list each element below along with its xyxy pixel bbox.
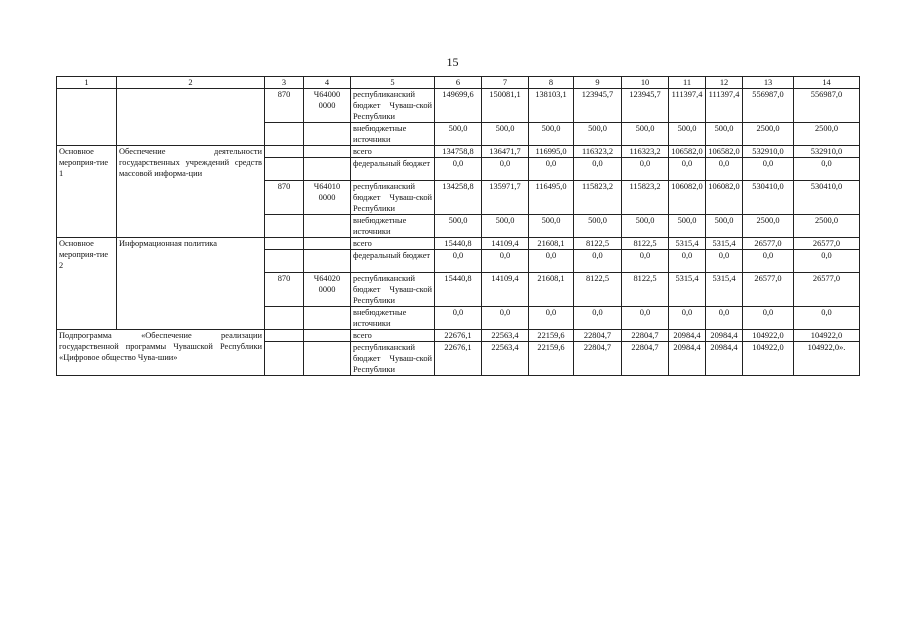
header-cell: 13: [743, 77, 794, 89]
value-cell: 532910,0: [794, 146, 860, 158]
value-cell: 136471,7: [482, 146, 529, 158]
value-cell: 2500,0: [794, 123, 860, 146]
table-row: [57, 330, 860, 342]
value-cell: 532910,0: [743, 146, 794, 158]
value-cell: 0,0: [622, 307, 669, 330]
measure-2-desc: Информационная политика: [117, 238, 265, 330]
value-cell: 500,0: [574, 215, 622, 238]
grbs-cell: 870: [265, 273, 304, 307]
value-cell: 0,0: [435, 158, 482, 181]
grbs-cell: 870: [265, 89, 304, 123]
value-cell: 22563,4: [482, 330, 529, 342]
value-cell: 22676,1: [435, 342, 482, 376]
value-cell: 0,0: [482, 307, 529, 330]
value-cell: 15440,8: [435, 273, 482, 307]
value-cell: 8122,5: [574, 273, 622, 307]
header-row: [57, 77, 860, 89]
value-cell: 106082,0: [669, 181, 706, 215]
measure-1-name: Основное мероприя-тие 1: [57, 146, 117, 238]
value-cell: 111397,4: [669, 89, 706, 123]
csr-cell: [304, 342, 351, 376]
value-cell: 14109,4: [482, 273, 529, 307]
value-cell: 0,0: [794, 250, 860, 273]
subprogram-name: Подпрограмма «Обеспечение реализации государственной программы Чувашской Республики «Цифровое общество Чува-шии»: [57, 330, 265, 376]
value-cell: 500,0: [622, 123, 669, 146]
value-cell: 530410,0: [743, 181, 794, 215]
value-cell: 123945,7: [622, 89, 669, 123]
header-cell: 5: [351, 77, 435, 89]
value-cell: 0,0: [529, 158, 574, 181]
csr-cell: Ч64010 0000: [304, 181, 351, 215]
value-cell: 556987,0: [794, 89, 860, 123]
block-name-cell: [57, 89, 117, 146]
value-cell: 5315,4: [669, 273, 706, 307]
value-cell: 500,0: [435, 123, 482, 146]
value-cell: 22804,7: [574, 330, 622, 342]
value-cell: 500,0: [706, 123, 743, 146]
source-cell: республиканский бюджет Чуваш-ской Республики: [351, 89, 435, 123]
source-cell: федеральный бюджет: [351, 158, 435, 181]
header-cell: 8: [529, 77, 574, 89]
value-cell: 15440,8: [435, 238, 482, 250]
grbs-cell: [265, 158, 304, 181]
value-cell: 104922,0: [794, 330, 860, 342]
grbs-cell: [265, 250, 304, 273]
grbs-cell: [265, 238, 304, 250]
table-row: [57, 146, 860, 158]
value-cell: 0,0: [706, 158, 743, 181]
value-cell: 22159,6: [529, 330, 574, 342]
value-cell: 111397,4: [706, 89, 743, 123]
value-cell: 8122,5: [622, 238, 669, 250]
value-cell: 123945,7: [574, 89, 622, 123]
source-cell: всего: [351, 330, 435, 342]
page-number: 15: [446, 55, 459, 69]
value-cell: 500,0: [669, 215, 706, 238]
source-cell: республиканский бюджет Чуваш-ской Республики: [351, 342, 435, 376]
value-cell: 22159,6: [529, 342, 574, 376]
value-cell: 0,0: [574, 158, 622, 181]
value-cell: 0,0: [574, 250, 622, 273]
value-cell: 138103,1: [529, 89, 574, 123]
value-cell: 500,0: [529, 215, 574, 238]
header-cell: 4: [304, 77, 351, 89]
value-cell: 0,0: [435, 250, 482, 273]
value-cell: 530410,0: [794, 181, 860, 215]
source-cell: республиканский бюджет Чуваш-ской Республики: [351, 273, 435, 307]
header-cell: 6: [435, 77, 482, 89]
value-cell: 22804,7: [622, 342, 669, 376]
value-cell: 104922,0».: [794, 342, 860, 376]
value-cell: 0,0: [529, 250, 574, 273]
value-cell: 134258,8: [435, 181, 482, 215]
value-cell: 20984,4: [706, 330, 743, 342]
budget-table: [56, 76, 860, 376]
value-cell: 104922,0: [743, 342, 794, 376]
value-cell: 2500,0: [794, 215, 860, 238]
header-cell: 2: [117, 77, 265, 89]
value-cell: 116495,0: [529, 181, 574, 215]
value-cell: 21608,1: [529, 273, 574, 307]
value-cell: 116323,2: [574, 146, 622, 158]
header-cell: 9: [574, 77, 622, 89]
value-cell: 0,0: [706, 307, 743, 330]
grbs-cell: [265, 215, 304, 238]
value-cell: 500,0: [529, 123, 574, 146]
value-cell: 134758,8: [435, 146, 482, 158]
value-cell: 500,0: [706, 215, 743, 238]
value-cell: 0,0: [669, 307, 706, 330]
csr-cell: [304, 238, 351, 250]
value-cell: 0,0: [794, 158, 860, 181]
value-cell: 0,0: [574, 307, 622, 330]
value-cell: 0,0: [622, 250, 669, 273]
header-cell: 10: [622, 77, 669, 89]
value-cell: 2500,0: [743, 215, 794, 238]
value-cell: 149699,6: [435, 89, 482, 123]
csr-cell: [304, 250, 351, 273]
source-cell: федеральный бюджет: [351, 250, 435, 273]
value-cell: 20984,4: [669, 330, 706, 342]
header-cell: 3: [265, 77, 304, 89]
value-cell: 115823,2: [574, 181, 622, 215]
value-cell: 500,0: [435, 215, 482, 238]
value-cell: 106582,0: [706, 146, 743, 158]
value-cell: 22676,1: [435, 330, 482, 342]
value-cell: 135971,7: [482, 181, 529, 215]
grbs-cell: [265, 307, 304, 330]
value-cell: 0,0: [706, 250, 743, 273]
header-cell: 12: [706, 77, 743, 89]
value-cell: 2500,0: [743, 123, 794, 146]
source-cell: всего: [351, 146, 435, 158]
csr-cell: Ч64000 0000: [304, 89, 351, 123]
header-cell: 7: [482, 77, 529, 89]
grbs-cell: [265, 342, 304, 376]
value-cell: 556987,0: [743, 89, 794, 123]
value-cell: 0,0: [435, 307, 482, 330]
value-cell: 26577,0: [794, 238, 860, 250]
value-cell: 116323,2: [622, 146, 669, 158]
grbs-cell: [265, 123, 304, 146]
value-cell: 116995,0: [529, 146, 574, 158]
value-cell: 14109,4: [482, 238, 529, 250]
block-desc-cell: [117, 89, 265, 146]
value-cell: 22804,7: [622, 330, 669, 342]
source-cell: всего: [351, 238, 435, 250]
header-cell: 1: [57, 77, 117, 89]
value-cell: 26577,0: [794, 273, 860, 307]
value-cell: 8122,5: [622, 273, 669, 307]
value-cell: 22804,7: [574, 342, 622, 376]
value-cell: 0,0: [482, 250, 529, 273]
value-cell: 150081,1: [482, 89, 529, 123]
header-cell: 11: [669, 77, 706, 89]
table-row: [57, 89, 860, 123]
csr-cell: [304, 330, 351, 342]
measure-2-name: Основное мероприя-тие 2: [57, 238, 117, 330]
value-cell: 500,0: [482, 215, 529, 238]
source-cell: внебюджетные источники: [351, 215, 435, 238]
value-cell: 0,0: [482, 158, 529, 181]
value-cell: 26577,0: [743, 273, 794, 307]
measure-1-desc: Обеспечение деятельности государственных учреждений средств массовой информа-ции: [117, 146, 265, 238]
value-cell: 8122,5: [574, 238, 622, 250]
value-cell: 21608,1: [529, 238, 574, 250]
value-cell: 5315,4: [706, 238, 743, 250]
header-cell: 14: [794, 77, 860, 89]
csr-cell: [304, 158, 351, 181]
value-cell: 5315,4: [706, 273, 743, 307]
value-cell: 500,0: [574, 123, 622, 146]
grbs-cell: [265, 330, 304, 342]
value-cell: 26577,0: [743, 238, 794, 250]
value-cell: 22563,4: [482, 342, 529, 376]
value-cell: 104922,0: [743, 330, 794, 342]
value-cell: 0,0: [669, 250, 706, 273]
csr-cell: Ч64020 0000: [304, 273, 351, 307]
value-cell: 0,0: [622, 158, 669, 181]
value-cell: 500,0: [482, 123, 529, 146]
csr-cell: [304, 146, 351, 158]
source-cell: внебюджетные источники: [351, 123, 435, 146]
value-cell: 5315,4: [669, 238, 706, 250]
source-cell: республиканский бюджет Чуваш-ской Республики: [351, 181, 435, 215]
grbs-cell: 870: [265, 181, 304, 215]
source-cell: внебюджетные источники: [351, 307, 435, 330]
value-cell: 500,0: [669, 123, 706, 146]
csr-cell: [304, 215, 351, 238]
value-cell: 0,0: [743, 158, 794, 181]
value-cell: 0,0: [743, 307, 794, 330]
grbs-cell: [265, 146, 304, 158]
value-cell: 500,0: [622, 215, 669, 238]
value-cell: 0,0: [743, 250, 794, 273]
csr-cell: [304, 307, 351, 330]
value-cell: 20984,4: [706, 342, 743, 376]
value-cell: 0,0: [794, 307, 860, 330]
value-cell: 115823,2: [622, 181, 669, 215]
value-cell: 106082,0: [706, 181, 743, 215]
table-row: [57, 238, 860, 250]
csr-cell: [304, 123, 351, 146]
value-cell: 106582,0: [669, 146, 706, 158]
value-cell: 0,0: [529, 307, 574, 330]
value-cell: 20984,4: [669, 342, 706, 376]
value-cell: 0,0: [669, 158, 706, 181]
